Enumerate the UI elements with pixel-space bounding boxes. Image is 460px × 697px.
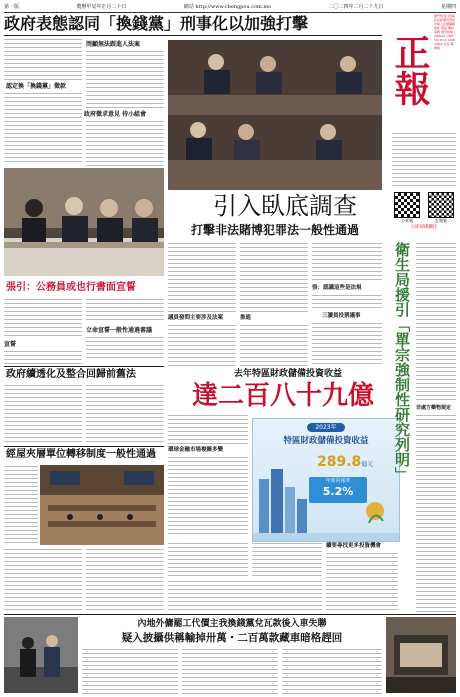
main-title: 引入臥底調查 — [213, 192, 357, 220]
page-header-bar — [4, 2, 456, 13]
bottom-text-1 — [82, 648, 178, 694]
officials-photo-illustration — [4, 168, 164, 276]
infographic-skyline — [253, 459, 399, 541]
infographic-rate-label: 年度回報率 — [325, 478, 351, 484]
center-text-2 — [240, 242, 308, 312]
infographic-value: 289.8 — [317, 454, 362, 470]
reserve-kicker: 去年特區財政儲備投資收益 — [233, 369, 342, 379]
lead-subhead-2: 政府徵求意見 待小組會 — [84, 111, 147, 118]
lead-body-text-1 — [4, 38, 82, 80]
reserve-text-2 — [168, 456, 248, 536]
center-text-4 — [312, 294, 382, 310]
bottom-text-2 — [182, 648, 278, 694]
bottom-text-3 — [282, 648, 382, 694]
story-3-rule — [4, 446, 164, 447]
infographic-rate: 5.2 — [322, 485, 343, 498]
side-story-text-4 — [4, 350, 82, 364]
officials-photo — [4, 168, 164, 276]
vertical-story-text-2 — [416, 414, 456, 612]
main-subtitle: 打擊非法賭博犯罪法一般性通過 — [190, 223, 359, 237]
story-3-text-1 — [4, 465, 38, 545]
vertical-story-subline: 非處方藥物規定 — [416, 405, 452, 411]
headline-rule — [4, 35, 382, 36]
side-story-text-3 — [86, 336, 164, 360]
center-text-3 — [312, 242, 382, 282]
issue-date: 二〇二四年二月二十九日 — [328, 4, 384, 10]
bottom-rule — [4, 614, 456, 615]
masthead-details — [392, 132, 456, 188]
side-story-text-1 — [4, 298, 82, 338]
bottom-kicker: 內地外傭罷工代價主我換錢黨兌瓦款後入車失聯 — [137, 619, 327, 629]
page-number: 第一版 — [4, 4, 20, 10]
website — [184, 2, 271, 12]
box-1-title: 議員發問主要涉及法案 — [168, 315, 224, 321]
reserve-sub-b: 續要尋找更多投資機會 — [326, 543, 382, 549]
masthead-title: 正報 — [389, 34, 431, 106]
lead-headline: 政府表態認同「換錢黨」刑事化以加強打擊 — [4, 14, 309, 33]
story-2-rule — [4, 366, 164, 367]
lead-body-text-3 — [4, 116, 82, 164]
website-label: 網站 — [183, 4, 194, 10]
legislature-photo-illustration — [40, 465, 164, 545]
vertical-story-column — [392, 242, 414, 612]
bottom-photo-right-illustration — [386, 617, 456, 693]
legislators-photo — [168, 40, 382, 190]
qr-code-2[interactable] — [426, 192, 456, 224]
reserve-text-3 — [168, 542, 248, 576]
center-text-5 — [168, 324, 236, 366]
infographic-rate-unit: % — [342, 485, 354, 498]
qr-row — [392, 192, 456, 224]
qr-image-2 — [428, 192, 454, 218]
qr-caption: 立即掃碼關注 — [410, 225, 438, 230]
legislature-photo — [40, 465, 164, 545]
reserve-sub-a: 環球金融市場複雜多變 — [168, 447, 224, 453]
reserve-text-5 — [326, 552, 398, 612]
box-2-title: 三讀員投票議事 — [322, 313, 361, 319]
story-2-text-2 — [86, 384, 164, 444]
side-story-headline: 張引：公務員或也行書面宣誓 — [6, 282, 136, 293]
weekday: 星期四 — [440, 4, 456, 10]
qr-label-1: 公眾號 — [401, 218, 413, 223]
center-text-7 — [312, 322, 382, 366]
lead-subhead-1: 認定換「換錢黨」徵款 — [6, 83, 67, 90]
infographic-unit: 億元 — [361, 461, 374, 468]
box-4-title: 推進 — [240, 315, 252, 321]
masthead-info: 澳門特別行政區政府新聞局登記 出版人及總編輯 地址 電話 傳真 電郵 廣告熱線 JORNAL CHENG POU LIMITADA 社長 鄭曉明 — [434, 14, 456, 50]
masthead — [388, 14, 456, 130]
story-3-headline: 經屋夾層單位轉移制度一般性通過 — [6, 449, 156, 460]
center-text-1 — [168, 242, 236, 312]
infographic-year-badge: 2023年 — [307, 423, 345, 432]
story-2-text-1 — [4, 384, 82, 444]
lunar-date: 農曆甲辰年正月二十日 — [76, 4, 127, 10]
story-2-headline: 政府續透化及整合回歸前舊法 — [6, 369, 136, 380]
lead-sidebar-title: 罔顧無法跟進人法案 — [86, 41, 141, 48]
infographic-title: 特區財政儲備投資收益 — [283, 436, 369, 446]
reserve-text-4 — [252, 542, 322, 576]
bottom-headline: 疑入披攝供稱輸掉卅萬・二百萬款藏車暗格趕回 — [121, 632, 343, 644]
bottom-photo-left — [4, 617, 78, 693]
reserve-headline: 達二百八十九億 — [191, 381, 374, 411]
qr-label-2: 訂閱號 — [435, 218, 447, 223]
side-story-subhead: 立命宣誓一般性通過審議 — [86, 327, 153, 334]
reserve-text-1 — [168, 414, 248, 444]
legislators-photo-illustration — [168, 40, 382, 190]
story-3-text-2 — [4, 548, 82, 612]
center-text-6 — [240, 324, 308, 366]
reserve-text-6 — [168, 580, 322, 612]
lead-body-text-2 — [4, 92, 82, 114]
vertical-story-text-1 — [416, 242, 456, 402]
box-3-title: 張：認識這些是法規 — [312, 285, 362, 291]
story-3-text-3 — [86, 548, 164, 612]
qr-code-block — [392, 192, 456, 240]
bottom-photo-right — [386, 617, 456, 693]
website-url[interactable]: http://www.chengpou.com.mo — [195, 4, 272, 10]
reserve-infographic — [252, 418, 400, 542]
bottom-photo-left-illustration — [4, 617, 78, 693]
lead-body-text-4 — [86, 120, 164, 166]
vertical-story-headline: 衛生局援引「單宗強制性研究列明」 — [393, 242, 411, 482]
side-story-text-2 — [86, 298, 164, 322]
qr-image-1 — [394, 192, 420, 218]
side-story-section: 宣誓 — [4, 341, 17, 348]
lead-sidebar-text — [86, 50, 164, 108]
qr-code-1[interactable] — [392, 192, 422, 224]
